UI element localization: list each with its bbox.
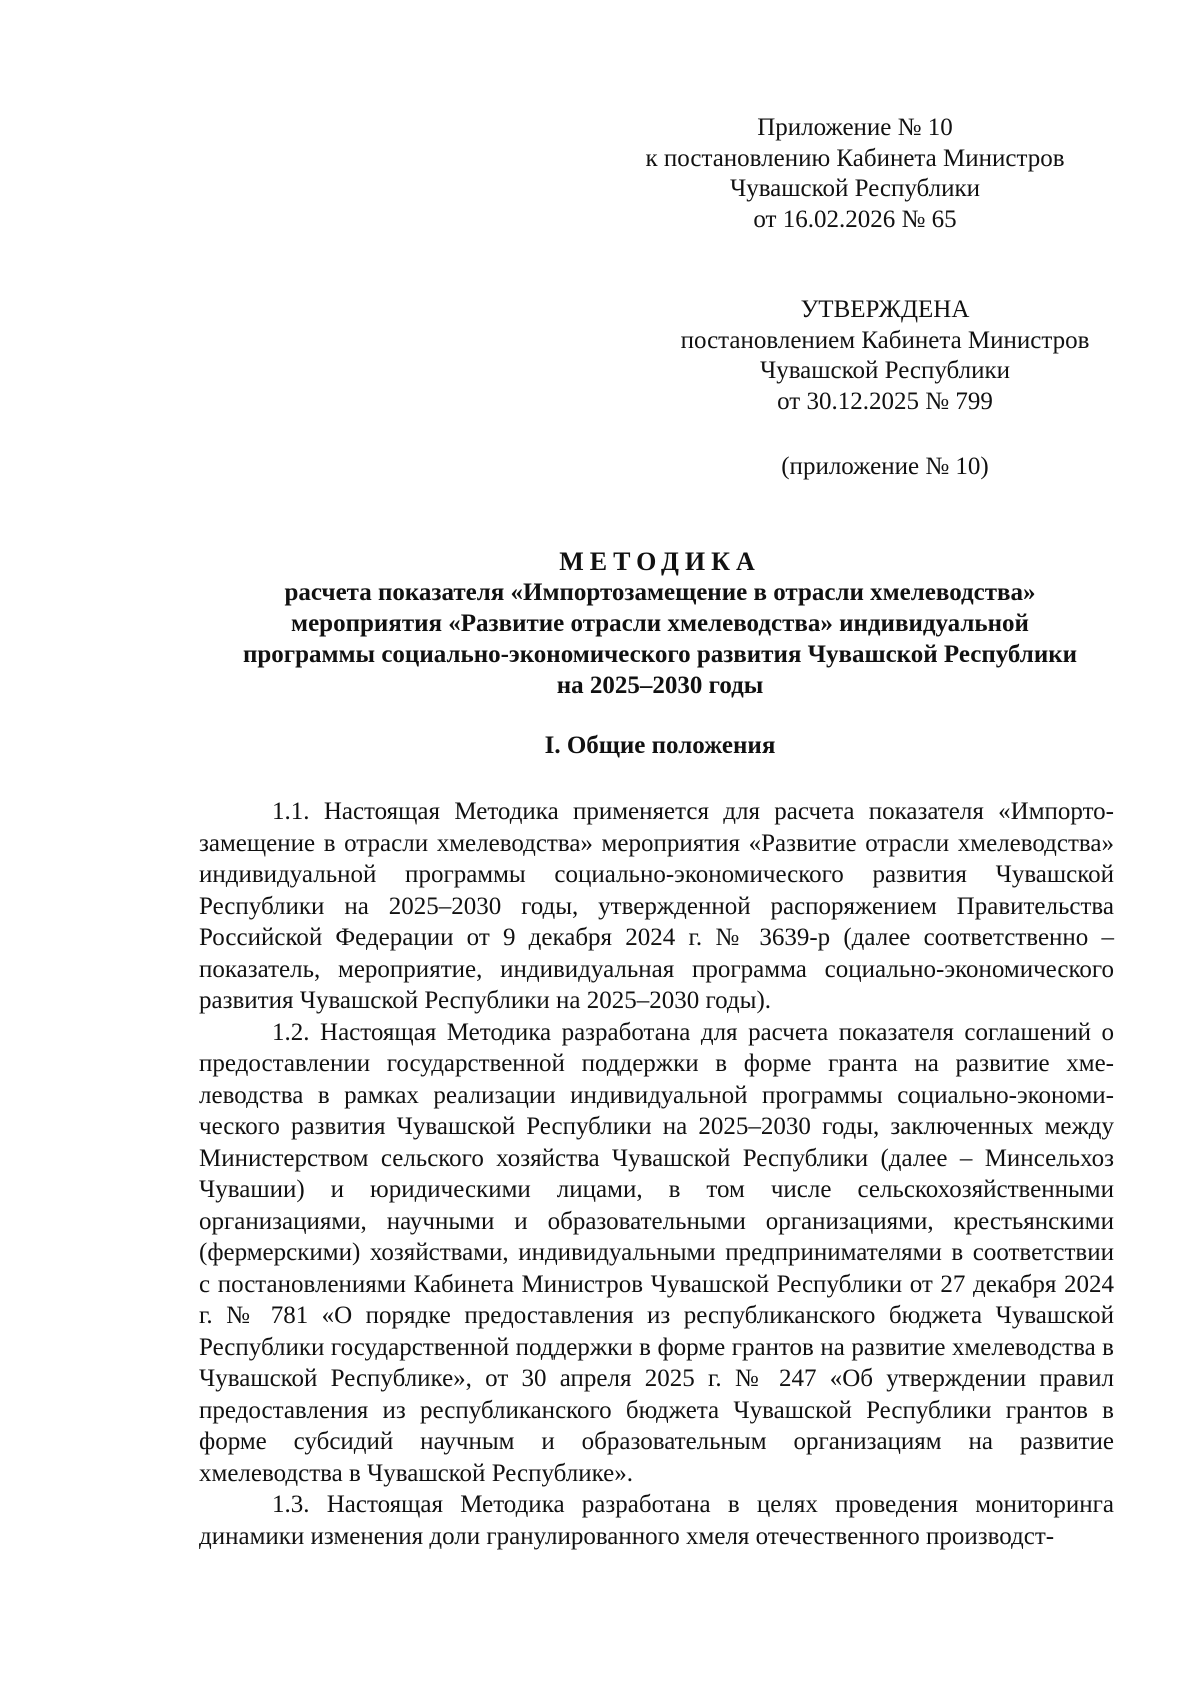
title-line-3: программы социально-экономического развития Чувашской Республики	[242, 641, 1078, 668]
approval-heading: УТВЕРЖДЕНА	[800, 296, 970, 323]
document-title	[190, 546, 1130, 701]
appendix-number: Приложение № 10	[757, 114, 953, 141]
appendix-republic: Чувашской Республики	[729, 175, 981, 202]
paragraph-1-2: 1.2. Настоящая Методика разработана для расчета показателя соглашений о предоставлении государственной поддержки в форме гранта на развитие хмелеводства в рамках реализации индивидуальной программы социально-экономического развития Чувашской Республики на 2025–2030 годы, заключенных между Министерством сельского хозяйства Чувашской Республики (далее – Минсельхоз Чувашии) и юридическими лицами, в том числе сельскохозяйственными организациями, научными и образовательными организациями, крестьянскими (фермерскими) хозяйствами, индивидуальными предпринимателями в соответствии с постановлениями Кабинета Министров Чувашской Республики от 27 декабря 2024 г. № 781 «О порядке предоставления из республиканского бюджета Чувашской Республики государственной поддержки в форме грантов на развитие хмелеводства в Чувашской Республике», от 30 апреля 2025 г. № 247 «Об утверждении правил предоставления из республиканского бюджета Чувашской Республики грантов в форме субсидий научным и образовательным организациям на развитие хмелеводства в Чувашской Республике».	[199, 1018, 1114, 1487]
appendix-note	[640, 452, 1130, 483]
paragraph-1-3: 1.3. Настоящая Методика разработана в целях проведения мониторинга динамики изменения доли гранулированного хмеля отечественного производст-	[199, 1491, 1114, 1550]
approval-republic: Чувашской Республики	[759, 357, 1011, 384]
section-body	[199, 796, 1114, 1552]
title-main: МЕТОДИКА	[559, 547, 761, 576]
appendix-date-number: от 16.02.2026 № 65	[753, 205, 957, 233]
approval-date-number: от 30.12.2025 № 799	[777, 387, 993, 415]
appendix-reference-block	[610, 113, 1100, 235]
title-line-2: мероприятия «Развитие отрасли хмелеводства» индивидуальной	[291, 610, 1029, 637]
title-line-1: расчета показателя «Импортозамещение в отрасли хмелеводства»	[284, 579, 1036, 606]
approval-block	[640, 295, 1130, 417]
section-heading: I. Общие положения	[544, 732, 776, 759]
approval-resolution-ref: постановлением Кабинета Министров	[680, 326, 1090, 354]
appendix-resolution-ref: к постановлению Кабинета Министров	[645, 144, 1065, 172]
appendix-note-text: (приложение № 10)	[781, 453, 989, 480]
paragraph-1-1: 1.1. Настоящая Методика применяется для расчета показателя «Импортозамещение в отрасли хмелеводства» мероприятия «Развитие отрасли хмелеводства» индивидуальной программы социально-экономического развития Чувашской Республики на 2025–2030 годы, утвержденной распоряжением Правительства Российской Федерации от 9 декабря 2024 г. № 3639-р (далее соответственно – показатель, мероприятие, индивидуальная программа социально-экономического развития Чувашской Республики на 2025–2030 годы).	[199, 798, 1114, 1014]
title-line-4: на 2025–2030 годы	[556, 672, 764, 699]
